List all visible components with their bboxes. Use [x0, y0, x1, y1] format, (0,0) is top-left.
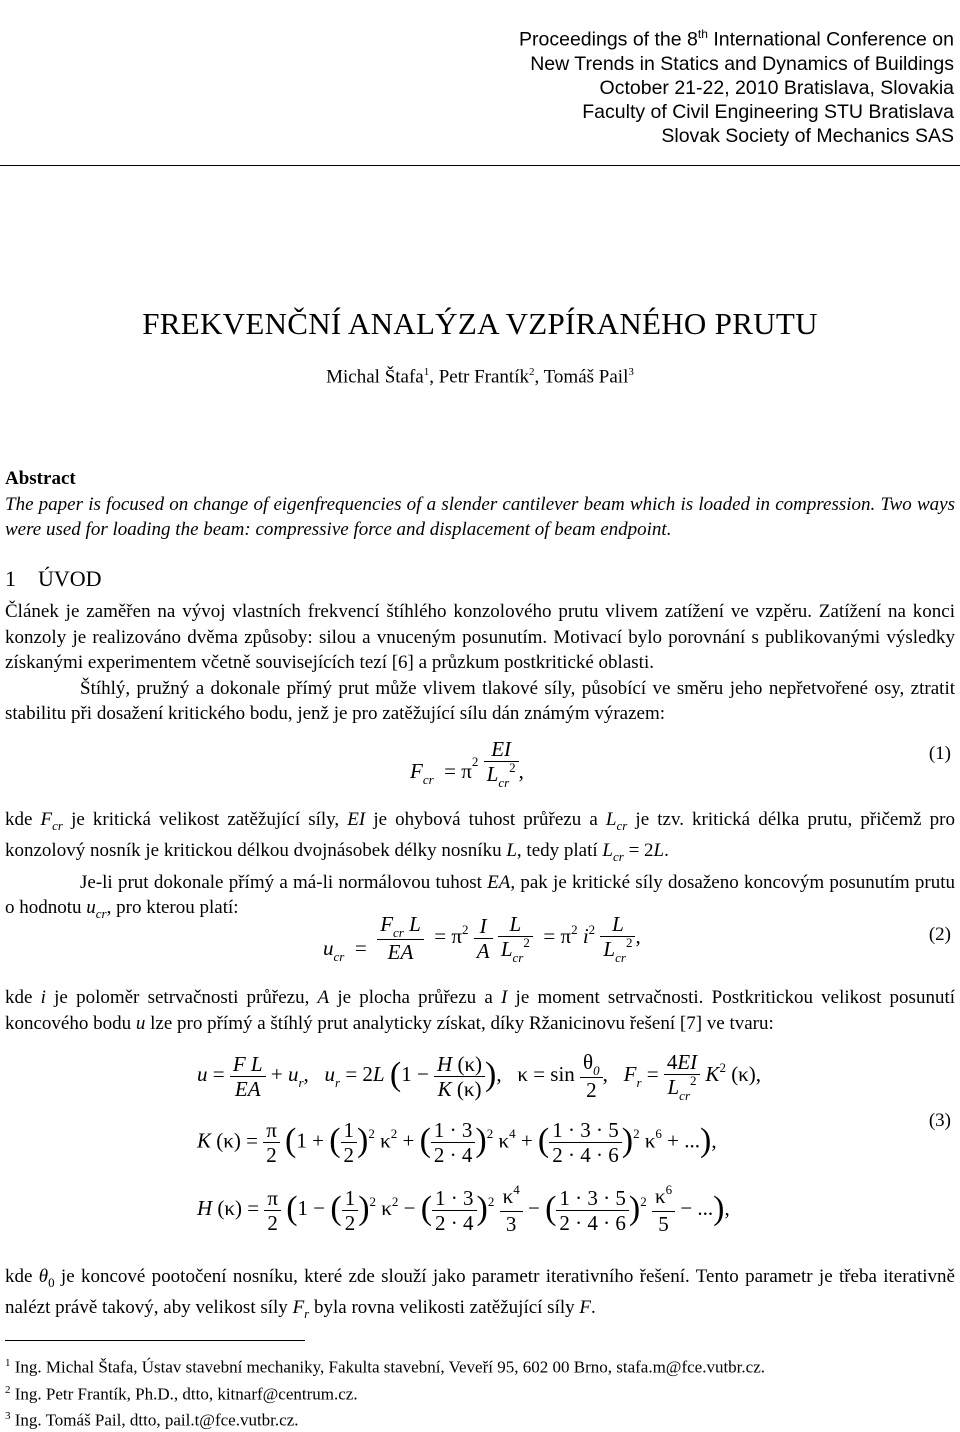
paragraph-4: Je-li prut dokonale přímý a má-li normálovou tuhost EA, pak je kritické síly dosaženo koncovým posunutím prutu o hodnotu $u_{cr}$, pro kterou platí:: [5, 871, 955, 921]
header-line-4: Faculty of Civil Engineering STU Bratislava: [582, 100, 954, 123]
equation-3-line-2: K (κ) = $\frac{\pi}{2}$ (1 + ( $\frac{1}{2}$ )$^2$ $\kappa^2$ + ( $\frac{1 \cdot 3}{2 \cdot 4}$ )$^2$ $\kappa^4$ + ( $\frac{1 \cdot 3 \cdot 5}{2 \cdot 4 \cdot 6}$ )$^2$ $\kappa^6$ + ...),: [197, 1118, 717, 1167]
section-title: ÚVOD: [38, 566, 102, 591]
equation-2-number: (2): [928, 924, 951, 945]
footnote-divider: [5, 1340, 305, 1341]
paragraph-6-block: [5, 1264, 955, 1327]
header-line-5: Slovak Society of Mechanics SAS: [661, 124, 954, 147]
footnote-2: $^2$ Ing. Petr Frantík, Ph.D., dtto, kitnarf@centrum.cz.: [5, 1383, 358, 1404]
author-1: Michal Štafa: [326, 366, 424, 388]
footnote-3: $^3$ Ing. Tomáš Pail, dtto, pail.t@fce.vutbr.cz.: [5, 1410, 299, 1430]
paragraph-5: kde i je poloměr setrvačnosti průřezu, A je plocha průřezu a I je moment setrvačnosti. Postkritickou velikost posunutí koncového bodu u lze pro přímý a štíhlý prut analyticky získat, díky Ržanicinovu řešení [7] ve tvaru:: [5, 987, 956, 1034]
paragraph-3: kde $F_{cr}$ je kritická velikost zatěžující síly, EI je ohybová tuhost průřezu a $L_{cr}$ je tzv. kritická délka prutu, přičemž pro konzolový nosník je kritickou délkou dvojnásobek délky nosníku L, tedy platí $L_{cr} = 2L$.: [5, 809, 956, 865]
footnote-1: $^1$ Ing. Michal Štafa, Ústav stavební mechaniky, Fakulta stavební, Veveří 95, 602 00 Brno, stafa.m@fce.vutbr.cz.: [5, 1357, 765, 1377]
equation-2: [5, 912, 955, 974]
author-2: Petr Frantík: [438, 366, 529, 388]
header-divider: [0, 165, 960, 166]
section-heading: [5, 566, 102, 592]
abstract-text: The paper is focused on change of eigenfrequencies of a slender cantilever beam which is loaded in compression. Two ways were used for loading the beam: compressive force and displacement of beam endpoint.: [5, 493, 955, 540]
author-3: Tomáš Pail: [543, 366, 629, 388]
paragraphs-3-4: [5, 807, 955, 926]
paragraph-6: kde $\theta_0$ je koncové pootočení nosníku, které zde slouží jako parametr iterativního řešení. Tento parametr je třeba iterativně nalézt právě takový, aby velikost síly $F_r$ byla rovna velikosti zatěžující síly F.: [5, 1266, 955, 1322]
equation-2-formula: $u_{cr}$ = $\frac{F_{cr} L}{EA}$ = $\pi^2$ $\frac{I}{A}$ $\frac{L}{L_{cr}^2}$ = $\pi^2$ $i^2$ $\frac{L}{L_{cr}^2}$ ,: [323, 912, 641, 965]
equation-3: [5, 1050, 955, 1250]
equation-3-line-1: u = $\frac{\text{F L}}{EA}$ + $u_r$, $u_r = 2L$ (1 − $\frac{H (\kappa)}{K (\kappa)}$ ), κ = sin $\frac{\theta_0}{2}$ , $F_r$ = $\frac{4EI}{L_{cr}^2}$ $K^2$ (κ),: [197, 1050, 762, 1103]
paragraph-2: Štíhlý, pružný a dokonale přímý prut může vlivem tlakové síly, působící ve směru jeho nepřetvořené osy, ztratit stabilitu při dosažení kritického bodu, jenž je pro zatěžující sílu dán známým výrazem:: [5, 677, 955, 724]
conference-header: [394, 22, 954, 148]
equation-1: [5, 735, 955, 795]
equation-3-line-3: H (κ) = $\frac{\pi}{2}$ (1 − ( $\frac{1}{2}$ )$^2$ $\kappa^2$ − ( $\frac{1 \cdot 3}{2 \cdot 4}$ )$^2$ $\frac{\kappa^4}{3}$ − ( $\frac{1 \cdot 3 \cdot 5}{2 \cdot 4 \cdot 6}$ )$^2$ $\frac{\kappa^6}{5}$ − ...),: [197, 1182, 730, 1236]
header-line-1: Proceedings of the 8th International Conference on: [519, 27, 954, 51]
abstract-block: [5, 466, 955, 543]
equation-1-number: (1): [928, 743, 951, 764]
paper-title: FREKVENČNÍ ANALÝZA VZPÍRANÉHO PRUTU: [142, 306, 818, 341]
equation-1-formula: $F_{cr} = \pi 2$ $\frac{EI}{L_{cr}^2}$ ,: [410, 737, 524, 790]
section-number: 1: [5, 566, 16, 591]
paragraph-1: Článek je zaměřen na vývoj vlastních frekvencí štíhlého konzolového prutu vlivem zatížení ve vzpěru. Zatížení na konci konzoly je realizováno dvěma způsoby: silou a vnuceným posunutím. Motivací bylo porovnání s publikovanými výsledky získanými experimentem včetně souvisejících tezí [6] a průzkum postkritické oblasti.: [5, 601, 955, 673]
equation-3-number: (3): [928, 1110, 951, 1131]
abstract-heading: Abstract: [5, 468, 76, 489]
header-line-2: New Trends in Statics and Dynamics of Buildings: [530, 52, 954, 75]
author-list: Michal Štafa$^1$, Petr Frantík$^2$, Tomáš Pail$^3$: [326, 366, 634, 388]
footnotes: [5, 1352, 955, 1432]
paragraph-5-block: [5, 985, 955, 1036]
header-line-3: October 21-22, 2010 Bratislava, Slovakia: [599, 76, 954, 99]
intro-paragraphs: [5, 599, 955, 727]
